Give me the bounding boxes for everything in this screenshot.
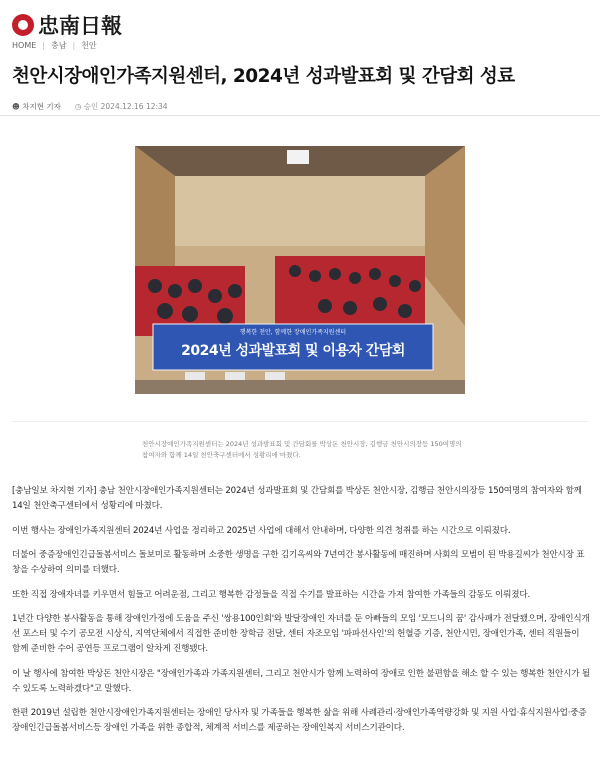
logo-text: 忠南日報	[38, 13, 122, 38]
banner-title: 2024년 성과발표회 및 이용자 간담회	[181, 343, 405, 359]
author-name[interactable]: 차지현 기자	[22, 102, 61, 111]
article-meta	[12, 101, 168, 112]
publish-info	[75, 101, 168, 112]
photo-caption: 천안시장애인가족지원센터는 2024년 성과발표회 및 간담회를 박상돈 천안시장, 김행금 천안시의장등 150여명의 참여자와 함께 14일 천안축구센터에서 성황리에 마쳤다.	[142, 440, 462, 459]
breadcrumb-subsection[interactable]: 천안	[81, 41, 97, 50]
breadcrumb	[12, 40, 97, 51]
person-icon: ☻	[12, 102, 20, 111]
article-paragraph: 더불어 중증장애인긴급돌봄서비스 돌보미로 활동하며 소중한 생명을 구한 김기옥씨와 7년여간 봉사활동에 매진하며 사회의 모범이 된 박용길씨가 천안시장 표창을 수상하여 의미를 더했다.	[12, 550, 585, 575]
article-paragraph: [충남일보 차지현 기자] 충남 천안시장애인가족지원센터는 2024년 성과발표회 및 간담회를 박상돈 천안시장, 김행금 천안시의장등 150여명의 참여자와 함께 14일 천안축구센터에서 성황리에 마쳤다.	[12, 486, 582, 511]
article-paragraph: 한편 2019년 설립한 천안시장애인가족지원센터는 장애인 당사자 및 가족들을 행복한 삶을 위해 사례관리·장애인가족역량강화 및 지원 사업·휴식지원사업·중증장애인긴급돌봄서비스등 장애인 가족을 위한 종합적, 체계적 서비스를 제공하는 장애인복지 서비스기관이다.	[12, 708, 587, 733]
caption-divider	[12, 421, 588, 422]
clock-icon: ◷	[74, 102, 82, 111]
article-paragraph: 또한 직접 장애자녀를 키우면서 힘들고 어려운점, 그리고 행복한 감정들을 직접 수기를 발표하는 시간을 가져 참여한 가족들의 감동도 이뤄졌다.	[12, 589, 530, 600]
breadcrumb-separator: |	[72, 41, 76, 50]
header-divider	[0, 115, 600, 116]
banner-subtitle: 행복한 천안, 함께한 장애인가족지원센터	[239, 329, 347, 336]
article-paragraph: 이번 행사는 장애인가족지원센터 2024년 사업을 정리하고 2025년 사업에 대해서 안내하며, 다양한 의견 청취를 하는 시간으로 이뤄졌다.	[12, 525, 511, 536]
publish-date: 승인 2024.12.16 12:34	[83, 102, 168, 111]
article-paragraph: 이 날 행사에 참여한 박상돈 천안시장은 "장애인가족과 가족지원센터, 그리고 천안시가 함께 노력하여 장애로 인한 불편함을 해소 할 수 있는 행복한 천안시가 될 수 있도록 노력하겠다"고 말했다.	[12, 668, 590, 694]
article-body	[12, 484, 590, 746]
site-logo[interactable]	[12, 10, 122, 40]
breadcrumb-section[interactable]: 충남	[50, 41, 67, 50]
article-photo[interactable]	[135, 146, 465, 394]
article-title: 천안시장애인가족지원센터, 2024년 성과발표회 및 간담회 성료	[12, 66, 515, 87]
logo-emblem-icon	[12, 14, 34, 36]
article-paragraph: 1년간 다양한 봉사활동을 통해 장애인가정에 도움을 주신 '쌍용100인회'와 발달장애인 자녀를 둔 아빠들의 모임 '모드니의 꿈' 감사패가 전달됐으며, 장애인식개선 포스터 및 수기 공모전 시상식, 지역단체에서 직접한 준비한 장학금 전달, 센터 자조모임 '파파선사인'의 헌혈증 기증, 천안시민, 장애인가족, 센터 직원들이 함께 준비한 수어 공연등 프로그램이 알차게 진행됐다.	[12, 614, 590, 654]
breadcrumb-separator: |	[42, 41, 45, 50]
author-byline	[12, 101, 61, 112]
breadcrumb-home[interactable]: HOME	[12, 41, 37, 50]
